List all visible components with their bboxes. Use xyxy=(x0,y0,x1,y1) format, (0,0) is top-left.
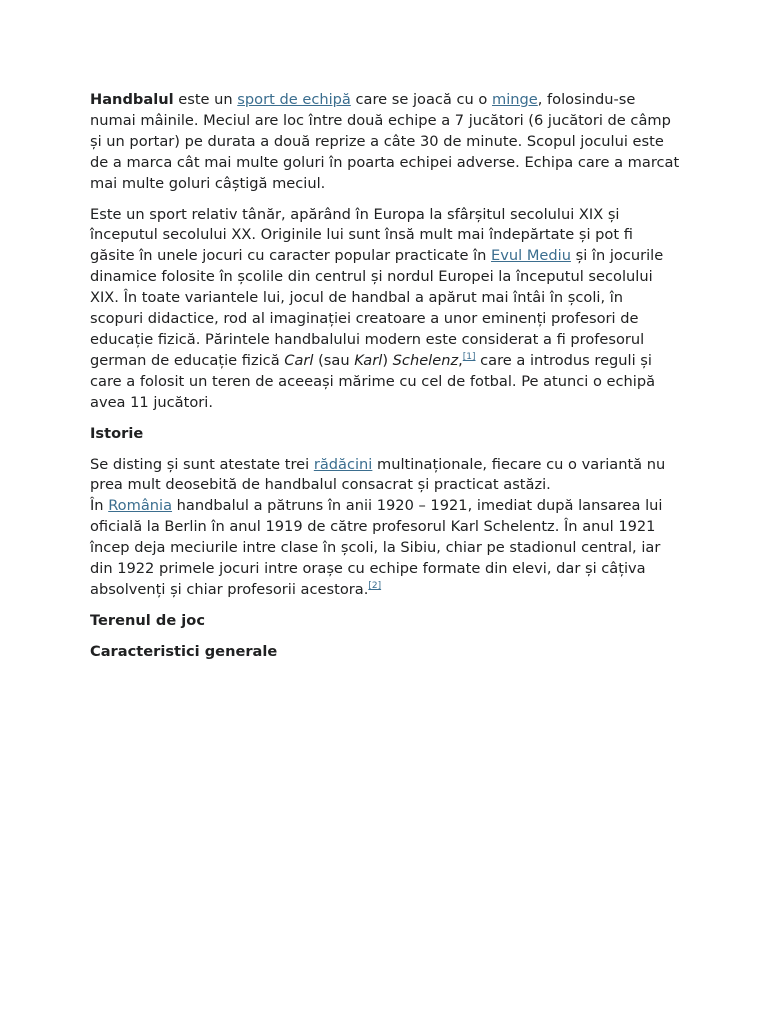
link-evul-mediu[interactable]: Evul Mediu xyxy=(491,247,571,265)
history-intro-text-4: ) xyxy=(382,351,393,369)
intro-paragraph xyxy=(90,90,680,195)
intro-text-3: , folosindu-se numai mâinile. Meciul are loc între două echipe a 7 jucători (6 jucători de câmp și un portar) pe durata a două reprize a câte 30 de minute. Scopul jocului este de a marca cât mai multe goluri în poarta echipei adverse. Echipa care a marcat mai multe goluri câștigă meciul. xyxy=(90,91,680,192)
italic-karl: Karl xyxy=(354,351,383,369)
italic-carl: Carl xyxy=(284,351,314,369)
history-text-2: multinaționale, fiecare cu o variantă nu prea mult deosebită de handbalul consacrat și practicat astăzi. xyxy=(90,455,666,494)
history-text-1: Se disting și sunt atestate trei xyxy=(90,455,314,473)
intro-text-1: este un xyxy=(173,91,238,108)
heading-terenul-de-joc: Terenul de joc xyxy=(90,611,205,629)
history-intro-text-1: Este un sport relativ tânăr, apărând în Europa la sfârșitul secolului XIX și începutul secolului XX. Originile lui sunt însă mult mai îndepărtate și pot fi găsite în unele jocuri cu caracter popular practicate în xyxy=(90,205,633,265)
heading-istorie: Istorie xyxy=(90,424,144,442)
reference-link-1[interactable]: [1] xyxy=(462,351,476,362)
intro-text-2: care se joacă cu o xyxy=(350,91,492,108)
bold-term-handbalul: Handbalul xyxy=(90,91,174,108)
history-text-4: handbalul a pătruns în anii 1920 – 1921, imediat după lansarea lui oficială la Berlin în anul 1919 de către profesorul Karl Schelentz. În anul 1921 încep deja meciurile intre clase în școli, la Sibiu, chiar pe stadionul central, iar din 1922 primele jocuri intre orașe cu echipe formate din elevi, dar și câțiva absolvenți și chiar profesorii acestora. xyxy=(90,497,663,598)
heading-caracteristici-generale: Caracteristici generale xyxy=(90,642,278,660)
reference-1 xyxy=(463,352,476,362)
link-minge[interactable]: minge xyxy=(492,91,538,108)
reference-link-2[interactable]: [2] xyxy=(368,580,382,591)
article-body xyxy=(90,90,680,673)
history-intro-text-6: care a introdus reguli și care a folosit un teren de aceeași mărime cu cel de fotbal. Pe atunci o echipă avea 11 jucători. xyxy=(90,351,656,411)
history-intro-text-2: și în jocurile dinamice folosite în școlile din centrul și nordul Europei la începutul secolului XIX. În toate variantele lui, jocul de handbal a apărut mai întâi în școli, în scopuri didactice, rod al imaginației creatoare a unor eminenți profesori de educație fizică. Părintele handbalului modern este considerat a fi profesorul german de educație fizică xyxy=(90,247,664,369)
link-sport-de-echipa[interactable]: sport de echipă xyxy=(237,91,351,108)
link-radacini[interactable]: rădăcini xyxy=(313,455,373,473)
history-intro-text-3: (sau xyxy=(313,351,355,369)
history-intro-paragraph xyxy=(90,205,680,414)
history-text-3: În xyxy=(90,497,109,515)
history-paragraph xyxy=(90,455,680,601)
history-intro-text-5: , xyxy=(458,351,463,369)
reference-2 xyxy=(368,581,381,591)
link-romania[interactable]: România xyxy=(108,497,173,515)
italic-schelenz: Schelenz xyxy=(392,351,459,369)
